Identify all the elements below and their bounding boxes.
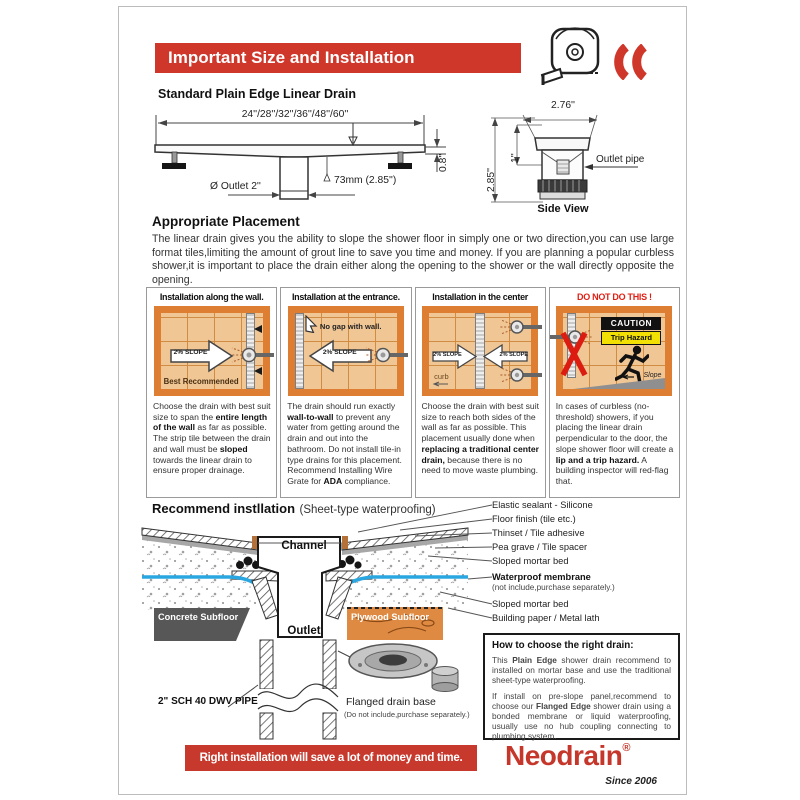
brand-logo: Neodrain® [505,740,630,771]
along-wall-diagram [154,306,270,396]
flanged-base-label: Flanged drain base [346,696,436,708]
layer-waterproof-membrane: Waterproof membrane [492,572,591,582]
best-recommended-badge: Best Recommended [163,377,239,386]
brand-since: Since 2006 [605,776,657,787]
no-gap-note: No gap with wall. [319,322,382,331]
curb-label: curb [434,372,449,381]
layer-floor-finish: Floor finish (tile etc.) [492,514,576,524]
layer-elastic-sealant: Elastic sealant - Silicone [492,500,593,510]
panel-along-wall [146,287,277,498]
panel-center [415,287,546,498]
outlet-label: Outlet [287,625,321,637]
panel-text: The drain should run exactly wall-to-wall to prevent any water from getting around the drain and out into the bathroom. Do not install tile-in type drains for this placement. Recommend Installing Wire Grate for ADA compliance. [287,401,402,486]
panel-title: Installation along the wall. [159,292,264,302]
installation-panels [146,287,680,498]
layer-sloped-mortar-1: Sloped mortar bed [492,556,569,566]
panel-text: Choose the drain with best suit size to span the entire length of the wall as far as possible. The strip tile between the drain and wall must be sloped towards the linear drain to ensure proper drainage. [153,401,271,476]
slope-text: 2% SLOPE [433,352,462,358]
brand-mark-icon [611,44,651,80]
panel-title: Installation in the center [432,292,528,302]
concrete-subfloor-label: Concrete Subfloor [158,612,239,622]
install-heading-note: (Sheet-type waterproofing) [299,504,436,516]
pipe-label: 2" SCH 40 DWV PIPE [158,696,258,707]
cursor-icon [303,315,319,333]
how-to-paragraph-2: If install on pre-slope panel,recommend to choose our Flanged Edge shower drain using a bonded membrane or liquid waterproofing, usually use no hub coupling connecting to plumbing system. [492,690,671,742]
how-to-paragraph-1: This Plain Edge shower drain recommend to installed on mortar base and use the traditional sheet-type waterproofing. [492,655,671,686]
registered-mark: ® [622,742,630,754]
side-width-dim: 2.76'' [551,100,575,111]
shower-head-icon [229,345,275,365]
shower-head-icon [363,345,409,365]
how-to-heading: How to choose the right drain: [492,640,634,651]
do-not-diagram [556,306,672,396]
slope-text: 2% SLOPE [322,349,357,356]
panel-entrance [280,287,411,498]
shower-head-icon [497,365,543,385]
panel-text: In cases of curbless (no-threshold) showers, if you placing the linear drain perpendicular to the door, the slope shower floor will create a lip and a trip hazard. A building inspector will red-flag that. [555,401,674,486]
front-height-dim: 0.8'' [438,153,449,172]
panel-title: DO NOT DO THIS ! [577,292,652,302]
layer-building-paper: Building paper / Metal lath [492,613,600,623]
flanged-base-note: (Do not include,purchase separately.) [344,710,470,719]
header-banner [155,43,521,73]
how-to-choose-box [483,633,680,740]
slope-arrow-right [169,339,235,373]
placement-body: The linear drain gives you the ability to slope the shower floor in simply one or two direction,you can use large format tiles,limiting the amount of grout line to save you time and money. If you are planning a popular curbless shower,it is important to place the drain either along the opening to the shower or the wall directly opposite the opening. [152,233,674,286]
panel-do-not [549,287,680,498]
slope-text: 2% SLOPE [173,349,208,356]
entrance-diagram [288,306,404,396]
placement-heading: Appropriate Placement [152,214,300,229]
install-heading-bold: Recommend instllation [152,501,296,516]
layer-sloped-mortar-2: Sloped mortar bed [492,599,569,609]
front-view-drawing [140,105,470,205]
front-outlet-dim: Ø Outlet 2'' [210,181,261,192]
side-height-dim: 2.85'' [486,168,497,192]
header-title: Important Size and Installation [168,48,415,67]
footer-banner [185,745,477,771]
side-view-caption: Side View [537,203,589,215]
caution-label: CAUTION [601,317,661,330]
product-heading: Standard Plain Edge Linear Drain [158,87,356,101]
slope-text: 2% SLOPE [499,352,529,358]
layer-pea-grave: Pea grave / Tile spacer [492,542,588,552]
front-length-dim: 24''/28''/32''/36''/48''/60'' [241,109,349,120]
footer-text: Right installation will save a lot of money and time. [199,752,463,764]
slope-word: Slope [643,372,662,379]
slope-arrow-icon [621,374,635,380]
shower-head-icon [497,317,543,337]
panel-text: Choose the drain with best suit size to reach both sides of the wall as far as possible. This placement usually done when replacing a traditional center drain, because there is no need to move waste plumbing. [421,401,540,476]
trip-hazard-label: Trip Hazard [601,331,661,345]
center-diagram [422,306,538,396]
layer-thinset: Thinset / Tile adhesive [492,528,585,538]
red-x-icon [559,329,589,379]
caution-sign [601,317,661,345]
membrane-note: (not include,purchase separately.) [492,583,615,592]
channel-label: Channel [281,540,327,552]
curb-arrow-icon [431,381,449,387]
outlet-pipe-label: Outlet pipe [596,154,645,165]
front-depth-dim: 73mm (2.85'') [334,175,397,186]
panel-title: Installation at the entrance. [291,292,400,302]
side-inner-dim: 1'' [510,153,521,163]
plywood-subfloor-label: Plywood Subfloor [351,612,430,622]
tape-measure-icon [540,25,610,89]
